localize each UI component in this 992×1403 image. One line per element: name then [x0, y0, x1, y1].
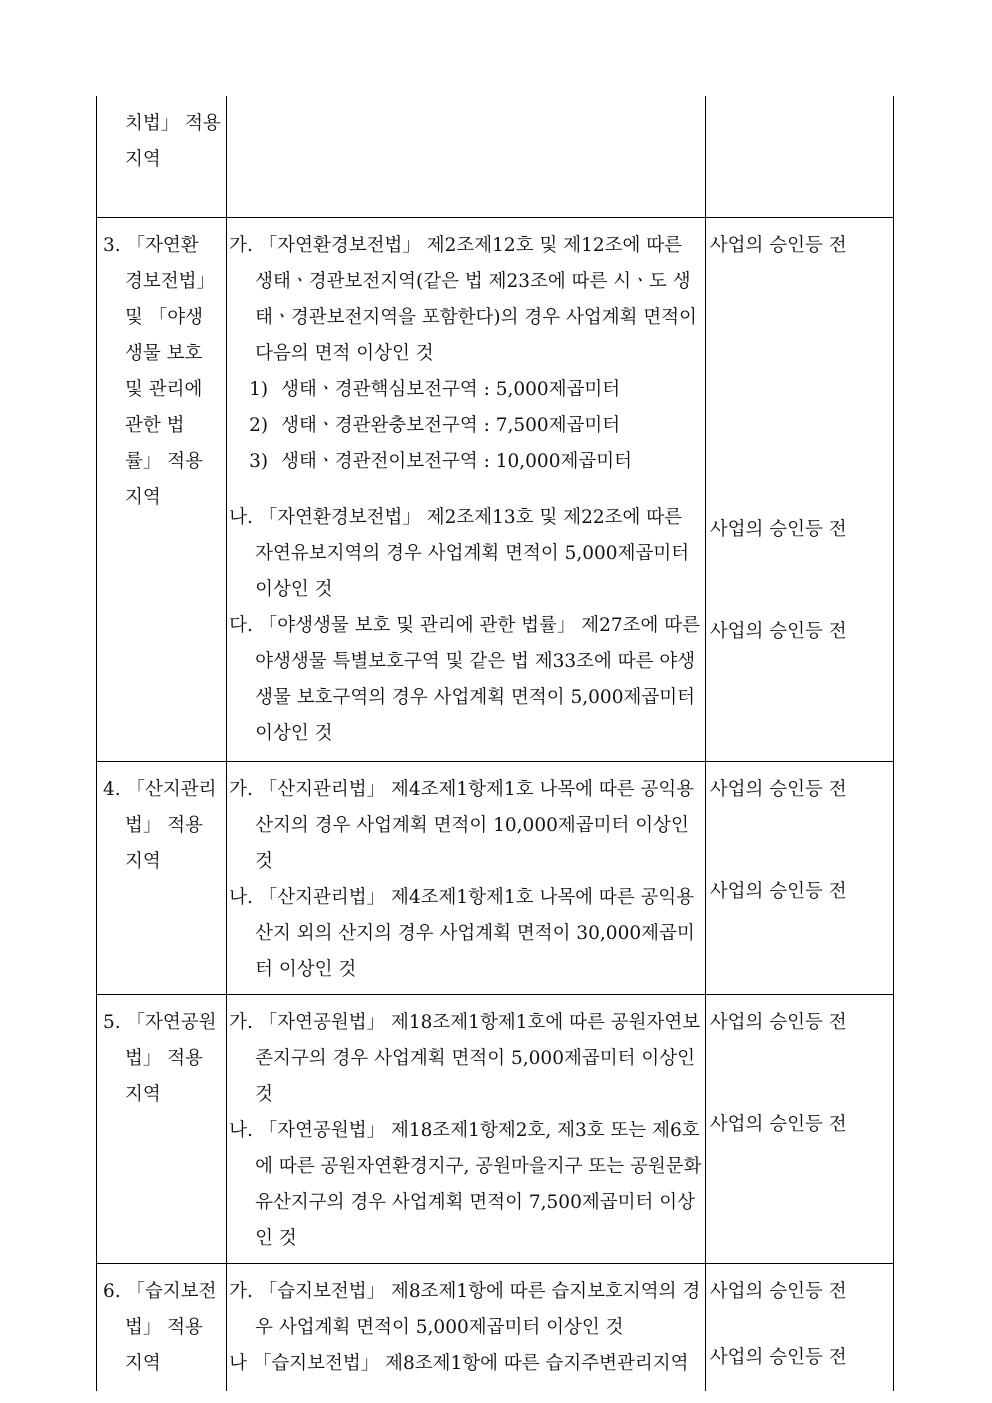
approval-timing: 사업의 승인등 전 — [709, 620, 847, 642]
subitem — [229, 408, 703, 444]
category-line: 법」 적용 — [125, 814, 203, 836]
category-line: 「자연환 — [126, 234, 199, 256]
subitem-text: 생태ㆍ경관핵심보전구역 : 5,000제곱미터 — [281, 378, 621, 400]
row-number: 5. — [103, 1011, 121, 1033]
timing-cell — [705, 96, 893, 217]
category-line: 관한 법 — [125, 414, 185, 436]
subitem — [229, 444, 703, 480]
category-line: 경보전법」 — [125, 270, 215, 292]
category-cell — [97, 761, 227, 994]
criteria-item: 나. 「자연공원법」 제18조제1항제2호, 제3호 또는 제6호에 따른 공원자연환경지구, 공원마을지구 또는 공원문화유산지구의 경우 사업계획 면적이 7,500제곱미터 이상인 것 — [229, 1119, 702, 1249]
category-line: 및 관리에 — [125, 378, 203, 400]
category-line: 생물 보호 — [125, 342, 203, 364]
category-cell — [97, 96, 227, 217]
category-line: 「산지관리 — [126, 778, 217, 800]
category-cell — [97, 994, 227, 1263]
criteria-item: 가. 「습지보전법」 제8조제1항에 따른 습지보호지역의 경우 사업계획 면적이 5,000제곱미터 이상인 것 — [229, 1280, 701, 1338]
approval-timing: 사업의 승인등 전 — [709, 1346, 847, 1368]
assessment-criteria-table — [96, 96, 894, 1391]
subitem-number: 2) — [249, 414, 269, 436]
criteria-item: 가. 「자연공원법」 제18조제1항제1호에 따른 공원자연보존지구의 경우 사업계획 면적이 5,000제곱미터 이상인 것 — [229, 1011, 701, 1105]
timing-cell — [705, 761, 893, 994]
criteria-item: 가. 「자연환경보전법」 제2조제12호 및 제12조에 따른 생태ㆍ경관보전지역(같은 법 제23조에 따른 시ㆍ도 생태ㆍ경관보전지역을 포함한다)의 경우 사업계획 면적이 다음의 면적 이상인 것 — [229, 234, 697, 364]
table-row — [97, 96, 894, 217]
subitem-number: 3) — [249, 450, 269, 472]
criteria-item: 나 「습지보전법」 제8조제1항에 따른 습지주변관리지역 — [229, 1352, 689, 1374]
table-row — [97, 217, 894, 761]
category-line: 지역 — [125, 149, 161, 170]
category-line: 「습지보전 — [126, 1280, 217, 1302]
category-line: 치법」 적용 — [125, 113, 221, 134]
approval-timing: 사업의 승인등 전 — [709, 880, 847, 902]
category-line: 법」 적용 — [125, 1047, 203, 1069]
timing-cell — [705, 1263, 893, 1391]
criteria-cell — [227, 994, 706, 1263]
table-row — [97, 761, 894, 994]
criteria-item: 나. 「자연환경보전법」 제2조제13호 및 제22조에 따른 자연유보지역의 경우 사업계획 면적이 5,000제곱미터 이상인 것 — [229, 506, 690, 600]
category-line: 「자연공원 — [126, 1011, 217, 1033]
row-number: 4. — [103, 778, 121, 800]
table-row — [97, 1263, 894, 1391]
criteria-item: 다. 「야생생물 보호 및 관리에 관한 법률」 제27조에 따른 야생생물 특별보호구역 및 같은 법 제33조에 따른 야생생물 보호구역의 경우 사업계획 면적이 5,000제곱미터 이상인 것 — [229, 614, 701, 744]
category-line: 지역 — [125, 486, 161, 508]
row-number: 3. — [103, 234, 121, 256]
category-line: 법」 적용 — [125, 1316, 203, 1338]
category-line: 및 「야생 — [125, 306, 203, 328]
approval-timing: 사업의 승인등 전 — [709, 518, 847, 540]
approval-timing: 사업의 승인등 전 — [709, 1011, 847, 1033]
subitem-text: 생태ㆍ경관완충보전구역 : 7,500제곱미터 — [281, 414, 621, 436]
category-line: 지역 — [125, 850, 161, 872]
category-cell — [97, 1263, 227, 1391]
category-line: 지역 — [125, 1352, 161, 1374]
timing-cell — [705, 994, 893, 1263]
criteria-cell — [227, 96, 706, 217]
row-number: 6. — [103, 1280, 121, 1302]
criteria-item: 가. 「산지관리법」 제4조제1항제1호 나목에 따른 공익용산지의 경우 사업계획 면적이 10,000제곱미터 이상인 것 — [229, 778, 695, 872]
category-line: 률」 적용 — [125, 450, 203, 472]
subitem-text: 생태ㆍ경관전이보전구역 : 10,000제곱미터 — [281, 450, 632, 472]
timing-cell — [705, 217, 893, 761]
criteria-cell — [227, 761, 706, 994]
criteria-cell — [227, 1263, 706, 1391]
approval-timing: 사업의 승인등 전 — [709, 1113, 847, 1135]
approval-timing: 사업의 승인등 전 — [709, 778, 847, 800]
criteria-item: 나. 「산지관리법」 제4조제1항제1호 나목에 따른 공익용산지 외의 산지의 경우 사업계획 면적이 30,000제곱미터 이상인 것 — [229, 886, 695, 980]
approval-timing: 사업의 승인등 전 — [709, 234, 847, 256]
category-line: 지역 — [125, 1083, 161, 1105]
criteria-cell — [227, 217, 706, 761]
subitem-number: 1) — [249, 378, 269, 400]
subitem — [229, 372, 703, 408]
category-cell — [97, 217, 227, 761]
approval-timing: 사업의 승인등 전 — [709, 1280, 847, 1302]
table-row — [97, 994, 894, 1263]
